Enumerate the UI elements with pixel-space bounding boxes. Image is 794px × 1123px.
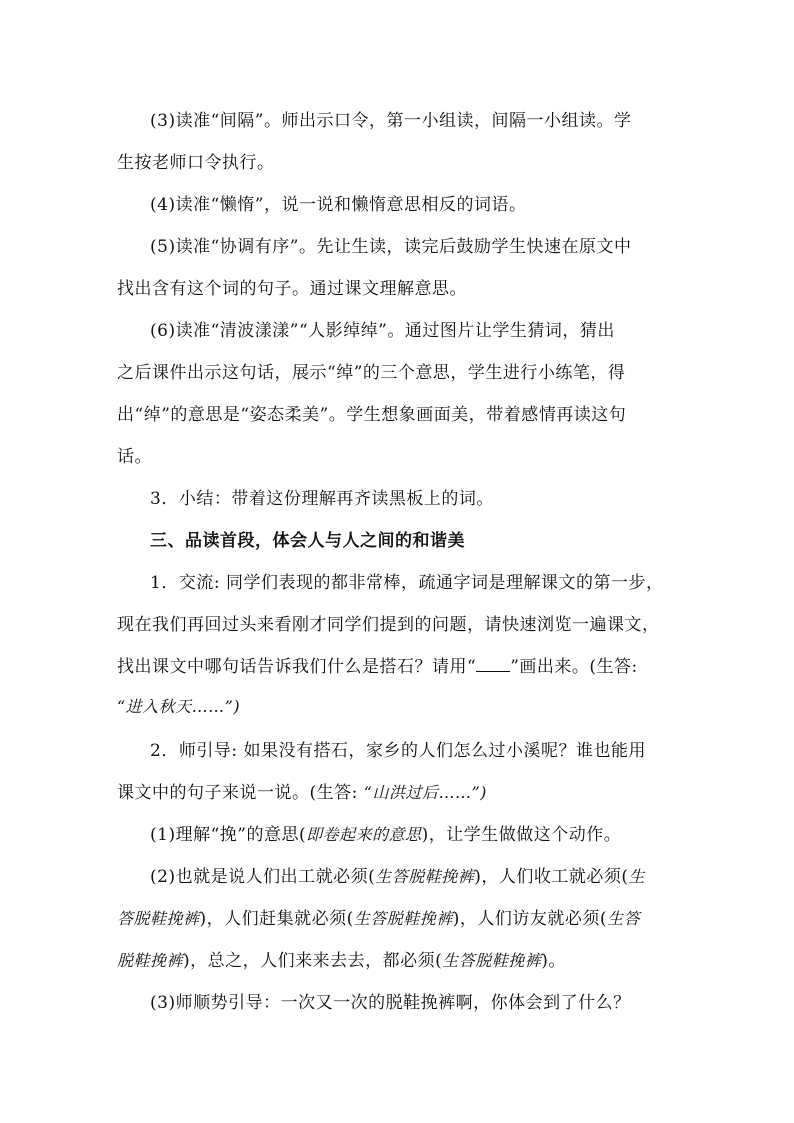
item1-line3 <box>117 652 638 677</box>
sub2-l3-b: )，总之，人们来来去去，都必须( <box>183 951 443 971</box>
p4-line1: (4)读准“懒惰”，说一说和懒惰意思相反的词语。 <box>150 195 527 215</box>
sub1-text-a: (1)理解“挽”的意思( <box>150 825 307 845</box>
sub2-l2-d: )，人们访友就必须( <box>452 909 608 929</box>
p6-line2: 之后课件出示这句话，展示“绰”的三个意思，学生进行小练笔，得 <box>117 363 626 383</box>
summary-line: 3．小结：带着这份理解再齐读黑板上的词。 <box>150 489 494 509</box>
item2-line1: 2．师引导: 如果没有搭石，家乡的人们怎么过小溪呢？谁也能用 <box>150 741 646 761</box>
sub2-line1 <box>150 862 645 887</box>
sub2-l2-answer-c: 生答脱鞋挽裤 <box>353 909 453 928</box>
sub2-l2-b: )，人们赶集就必须( <box>199 909 354 929</box>
sub2-l3-answer-a: 脱鞋挽裤 <box>117 951 184 970</box>
p6-line1: (6)读准“清波漾漾”“人影绰绰”。通过图片让学生猜词，猜出 <box>150 321 615 341</box>
sub2-line2 <box>117 904 640 929</box>
sub2-l3-answer-c: 生答脱鞋挽裤 <box>442 951 542 970</box>
item1-line1: 1．交流: 同学们表现的都非常棒，疏通字词是理解课文的第一步， <box>150 573 664 593</box>
sub2-line3 <box>117 946 566 971</box>
sub1-answer: 即卷起来的意思 <box>306 825 422 844</box>
sub2-l1-d: 生 <box>628 867 646 886</box>
p3-line1: (3)读准“间隔”。师出示口令，第一小组读，间隔一小组读。学 <box>150 111 632 131</box>
sub1-line <box>150 820 621 845</box>
answer-blank-line <box>476 657 510 672</box>
sub2-l3-d: )。 <box>541 951 566 971</box>
p5-line1: (5)读准“协调有序”。先让生读，读完后鼓励学生快速在原文中 <box>150 237 632 257</box>
item1-line2: 现在我们再回过头来看刚才同学们提到的问题，请快速浏览一遍课文， <box>117 615 660 635</box>
sub2-l2-e: 生答 <box>607 909 641 928</box>
item1-line3-text-b: ”画出来。(生答: <box>510 657 638 677</box>
item2-line2 <box>117 778 487 803</box>
item1-line3-text-a: 找出课文中哪句话告诉我们什么是搭石？请用“ <box>117 657 477 677</box>
p6-line4: 话。 <box>117 447 152 467</box>
sub3-line1: (3)师顺势引导：一次又一次的脱鞋挽裤啊，你体会到了什么？ <box>150 993 631 1013</box>
item2-line2-text-a: 课文中的句子来说一说。(生答: <box>117 783 364 803</box>
sub2-l1-a: (2)也就是说人们出工就必须( <box>150 867 376 887</box>
item1-line4: “进入秋天……”) <box>117 697 241 716</box>
item2-line2-quote: “山洪过后……”) <box>363 783 487 802</box>
section-heading: 三、品读首段，体会人与人之间的和谐美 <box>150 531 465 551</box>
sub1-text-c: )，让学生做做这个动作。 <box>421 825 622 845</box>
sub2-l1-answer: 生答脱鞋挽裤 <box>375 867 475 886</box>
sub2-l1-c: )，人们收工就必须( <box>474 867 629 887</box>
p3-line2: 生按老师口令执行。 <box>117 153 275 173</box>
sub2-l2-answer-a: 答脱鞋挽裤 <box>117 909 200 928</box>
p5-line2: 找出含有这个词的句子。通过课文理解意思。 <box>117 279 467 299</box>
p6-line3: 出“绰”的意思是“姿态柔美”。学生想象画面美，带着感情再读这句 <box>117 405 627 425</box>
